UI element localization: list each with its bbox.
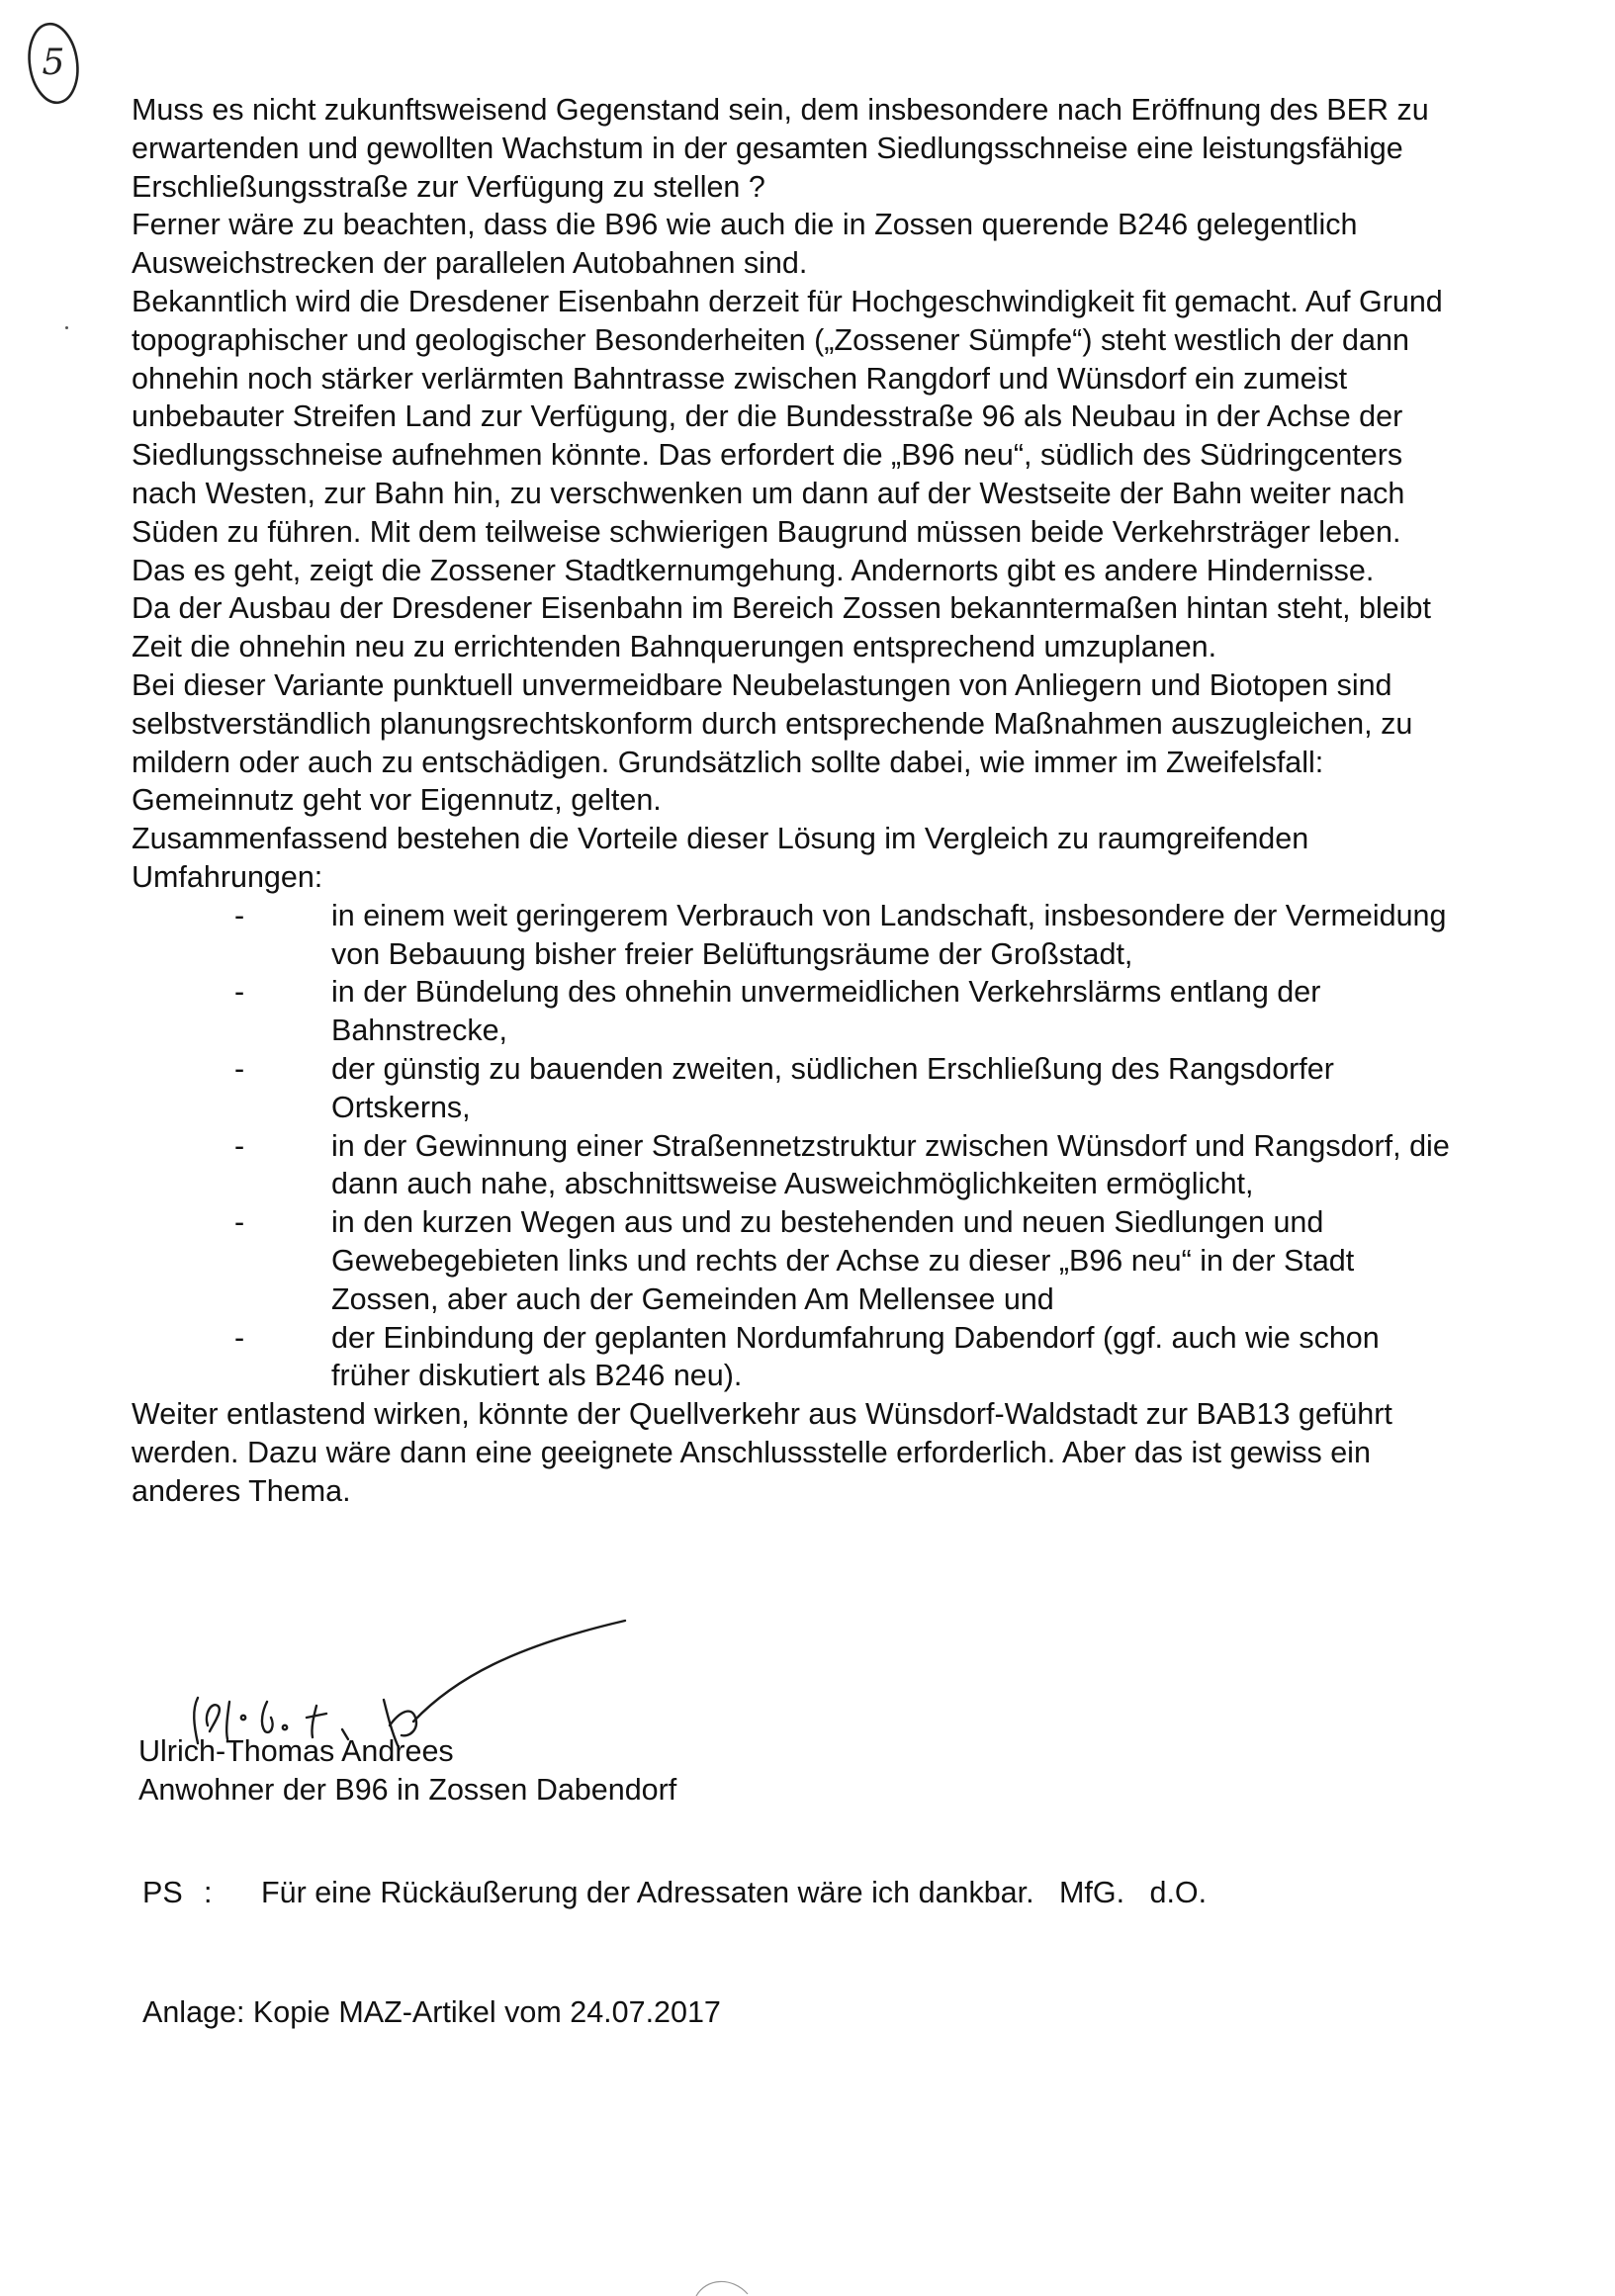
list-item <box>132 1319 1457 1396</box>
paragraph-closing: Weiter entlastend wirken, könnte der Quellverkehr aus Wünsdorf-Waldstadt zur BAB13 geführt werden. Dazu wäre dann eine geeignete Anschlussstelle erforderlich. Aber das ist gewiss ein anderes Thema. <box>132 1397 1392 1508</box>
list-item-text: in einem weit geringerem Verbrauch von Landschaft, insbesondere der Vermeidung von Bebauung bisher freier Belüftungsräume der Großstadt, <box>331 898 1447 971</box>
advantages-list <box>132 897 1457 1395</box>
list-item <box>132 897 1457 974</box>
ps-closing: MfG. d.O. <box>1059 1876 1208 1909</box>
paragraph-compensation: Bei dieser Variante punktuell unvermeidbare Neubelastungen von Anliegern und Biotopen sind selbstverständlich planungsrechtskonform durch entsprechende Maßnahmen auszugleichen, zu mildern oder auch zu entschädigen. Grundsätzlich sollte dabei, wie immer im Zweifelsfall: Gemeinnutz geht vor Eigennutz, gelten. <box>132 667 1413 818</box>
signer-name: Ulrich-Thomas Andrees <box>138 1734 454 1768</box>
bullet-dash: - <box>234 1128 245 1163</box>
paragraph-bypass-routes: Ferner wäre zu beachten, dass die B96 wie auch die in Zossen querende B246 gelegentlich Ausweichstrecken der parallelen Autobahnen sind. <box>132 208 1358 281</box>
list-item <box>132 1050 1457 1127</box>
attachment-note: Anlage: Kopie MAZ-Artikel vom 24.07.2017 <box>142 1995 721 2029</box>
paragraph-summary-intro: Zusammenfassend bestehen die Vorteile dieser Lösung im Vergleich zu raumgreifenden Umfahrungen: <box>132 822 1309 894</box>
paragraph-railway-proposal: Bekanntlich wird die Dresdener Eisenbahn derzeit für Hochgeschwindigkeit fit gemacht. Auf Grund topographischer und geologischer Besonderheiten („Zossener Sümpfe“) steht westlich der dann ohnehin noch stärker verlärmten Bahntrasse zwischen Rangdorf und Wünsdorf ein zumeist unbebauter Streifen Land zur Verfügung, der die Bundesstraße 96 als Neubau in der Achse der Siedlungsschneise aufnehmen könnte. Das erfordert die „B96 neu“, südlich des Südringcenters nach Westen, zur Bahn hin, zu verschwenken um dann auf der Westseite der Bahn weiter nach Süden zu führen. Mit dem teilweise schwierigen Baugrund müssen beide Verkehrsträger leben. Das es geht, zeigt die Zossener Stadtkernumgehung. Andernorts gibt es andere Hindernisse. <box>132 284 1443 587</box>
list-item <box>132 1127 1457 1204</box>
list-item-text: in der Gewinnung einer Straßennetzstruktur zwischen Wünsdorf und Rangsdorf, die dann auch nahe, abschnittsweise Ausweichmöglichkeiten ermöglicht, <box>331 1128 1450 1201</box>
bullet-dash: - <box>234 975 245 1010</box>
list-item-text: in der Bündelung des ohnehin unvermeidlichen Verkehrslärms entlang der Bahnstrecke, <box>331 975 1321 1048</box>
ps-label: PS <box>142 1876 183 1909</box>
postscript <box>142 1874 1207 1912</box>
bullet-dash: - <box>234 1320 245 1355</box>
scan-speck <box>65 326 68 329</box>
list-item-text: der günstig zu bauenden zweiten, südlichen Erschließung des Rangsdorfer Ortskerns, <box>331 1051 1334 1124</box>
ps-text: Für eine Rückäußerung der Adressaten wäre ich dankbar. <box>261 1876 1034 1909</box>
page-number-mark <box>22 14 85 113</box>
paragraph-ber-growth: Muss es nicht zukunftsweisend Gegenstand sein, dem insbesondere nach Eröffnung des BER zu erwartenden und gewollten Wachstum in der gesamten Siedlungsschneise eine leistungsfähige Erschließungsstraße zur Verfügung zu stellen ? <box>132 93 1429 204</box>
letter-body <box>132 91 1457 1510</box>
scan-edge-mark-icon <box>692 2272 752 2296</box>
signer-block <box>138 1732 676 1810</box>
signer-role: Anwohner der B96 in Zossen Dabendorf <box>138 1773 677 1807</box>
list-item <box>132 1203 1457 1318</box>
bullet-dash: - <box>234 1051 245 1086</box>
page-mark-label: 5 <box>42 43 65 83</box>
list-item-text: in den kurzen Wegen aus und zu bestehenden und neuen Siedlungen und Gewebegebieten links und rechts der Achse zu dieser „B96 neu“ in der Stadt Zossen, aber auch der Gemeinden Am Mellensee und <box>331 1205 1355 1316</box>
list-item-text: der Einbindung der geplanten Nordumfahrung Dabendorf (ggf. auch wie schon früher diskutiert als B246 neu). <box>331 1320 1380 1393</box>
list-item <box>132 973 1457 1050</box>
bullet-dash: - <box>234 1205 245 1240</box>
bullet-dash: - <box>234 898 245 932</box>
paragraph-railway-timing: Da der Ausbau der Dresdener Eisenbahn im Bereich Zossen bekanntermaßen hintan steht, bleibt Zeit die ohnehin neu zu errichtenden Bahnquerungen entsprechend umzuplanen. <box>132 591 1431 664</box>
ps-colon: : <box>204 1876 213 1909</box>
